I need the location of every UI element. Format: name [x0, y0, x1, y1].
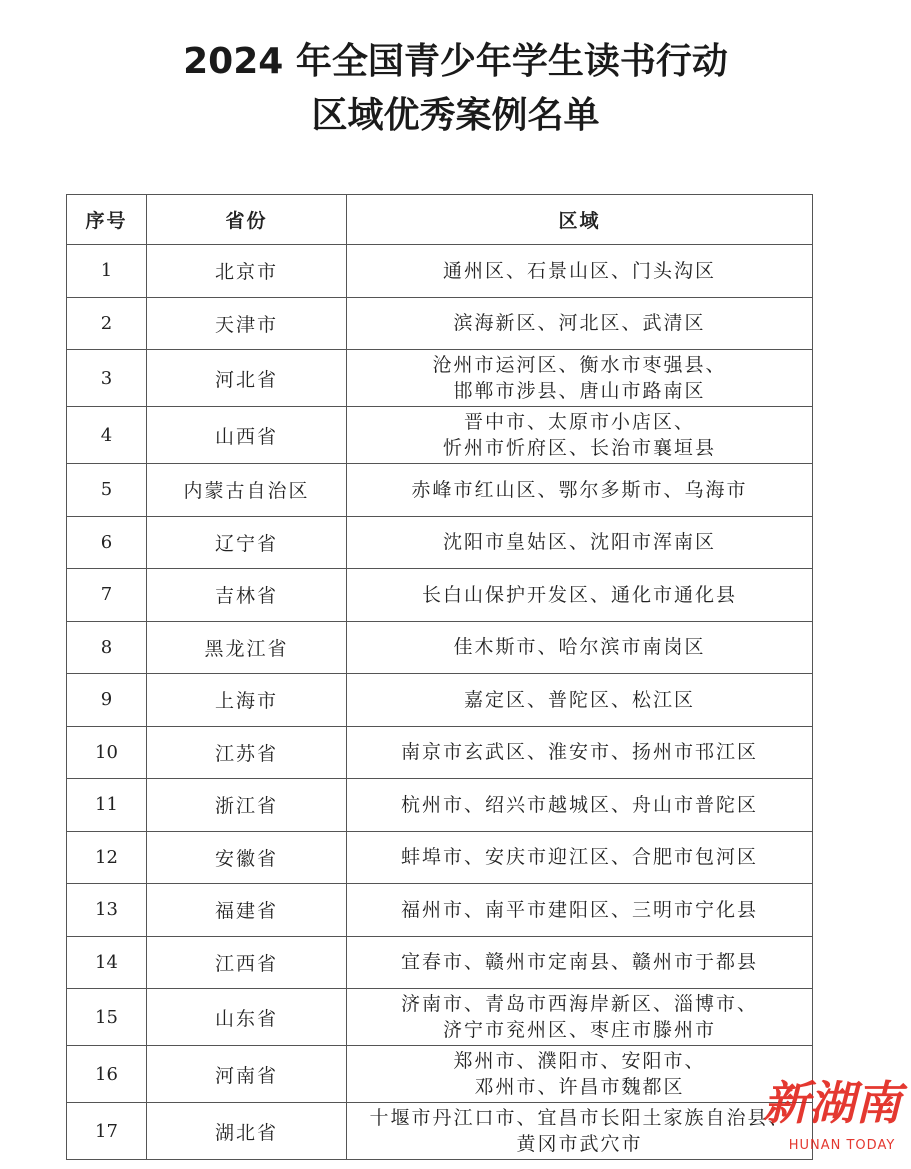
row-regions	[347, 245, 813, 298]
row-number: 11	[67, 779, 147, 832]
region-line: 赤峰市红山区、鄂尔多斯市、乌海市	[411, 478, 748, 501]
row-number: 7	[67, 569, 147, 622]
row-province: 天津市	[147, 297, 347, 350]
row-number: 6	[67, 516, 147, 569]
row-number: 9	[67, 674, 147, 727]
header-province: 省份	[147, 195, 347, 245]
page-title-line1: 2024 年全国青少年学生读书行动	[183, 41, 728, 82]
region-line: 黄冈市武穴市	[516, 1133, 643, 1155]
region-line: 沧州市运河区、衡水市枣强县、	[432, 354, 727, 376]
region-line: 济宁市兖州区、枣庄市滕州市	[442, 1019, 716, 1041]
row-regions	[347, 674, 813, 727]
page-title-line2: 区域优秀案例名单	[311, 95, 600, 136]
table-row	[67, 1046, 813, 1103]
row-province: 安徽省	[147, 831, 347, 884]
row-regions	[347, 936, 813, 989]
table-row	[67, 726, 813, 779]
region-line: 晋中市、太原市小店区、	[463, 411, 695, 433]
row-regions	[347, 464, 813, 517]
row-province: 浙江省	[147, 779, 347, 832]
table-row	[67, 569, 813, 622]
region-line: 宜春市、赣州市定南县、赣州市于都县	[400, 951, 758, 974]
row-province: 上海市	[147, 674, 347, 727]
row-province: 北京市	[147, 245, 347, 298]
table-row	[67, 779, 813, 832]
row-province: 湖北省	[147, 1103, 347, 1160]
region-line: 济南市、青岛市西海岸新区、淄博市、	[400, 993, 758, 1015]
row-regions	[347, 989, 813, 1046]
row-province: 河北省	[147, 350, 347, 407]
watermark-logo	[757, 1070, 907, 1165]
row-regions	[347, 516, 813, 569]
region-line: 通州区、石景山区、门头沟区	[442, 259, 716, 282]
table-row	[67, 621, 813, 674]
row-province: 山西省	[147, 407, 347, 464]
row-number: 17	[67, 1103, 147, 1160]
row-province: 江苏省	[147, 726, 347, 779]
region-line: 沈阳市皇姑区、沈阳市浑南区	[442, 531, 716, 554]
row-number: 16	[67, 1046, 147, 1103]
region-line: 佳木斯市、哈尔滨市南岗区	[453, 636, 706, 659]
table-row	[67, 464, 813, 517]
table-row	[67, 407, 813, 464]
table-row	[67, 674, 813, 727]
row-number: 5	[67, 464, 147, 517]
table-row	[67, 936, 813, 989]
row-province: 内蒙古自治区	[147, 464, 347, 517]
row-regions	[347, 1103, 813, 1160]
row-regions	[347, 884, 813, 937]
award-list-table	[66, 194, 813, 1160]
row-number: 1	[67, 245, 147, 298]
row-number: 10	[67, 726, 147, 779]
row-regions	[347, 407, 813, 464]
row-province: 辽宁省	[147, 516, 347, 569]
row-province: 黑龙江省	[147, 621, 347, 674]
row-number: 8	[67, 621, 147, 674]
table-row	[67, 1103, 813, 1160]
row-regions	[347, 621, 813, 674]
region-line: 嘉定区、普陀区、松江区	[463, 688, 695, 711]
table-row	[67, 884, 813, 937]
row-regions	[347, 831, 813, 884]
row-number: 3	[67, 350, 147, 407]
region-line: 邯郸市涉县、唐山市路南区	[453, 380, 706, 402]
row-province: 吉林省	[147, 569, 347, 622]
table-row	[67, 350, 813, 407]
table-row	[67, 245, 813, 298]
table-row	[67, 989, 813, 1046]
watermark-subtitle: HUNAN TODAY	[788, 1138, 896, 1153]
row-regions	[347, 297, 813, 350]
region-line: 滨海新区、河北区、武清区	[453, 312, 706, 335]
table-row	[67, 297, 813, 350]
row-number: 15	[67, 989, 147, 1046]
row-province: 山东省	[147, 989, 347, 1046]
row-regions	[347, 350, 813, 407]
row-regions	[347, 1046, 813, 1103]
row-number: 13	[67, 884, 147, 937]
row-province: 江西省	[147, 936, 347, 989]
region-line: 郑州市、濮阳市、安阳市、	[453, 1050, 706, 1072]
region-line: 十堰市丹江口市、宜昌市长阳土家族自治县、	[369, 1107, 790, 1129]
region-line: 邓州市、许昌市魏都区	[474, 1076, 685, 1098]
region-line: 蚌埠市、安庆市迎江区、合肥市包河区	[400, 846, 758, 869]
row-province: 福建省	[147, 884, 347, 937]
row-regions	[347, 569, 813, 622]
row-number: 14	[67, 936, 147, 989]
region-line: 忻州市忻府区、长治市襄垣县	[442, 437, 716, 459]
region-line: 福州市、南平市建阳区、三明市宁化县	[400, 898, 758, 921]
region-line: 长白山保护开发区、通化市通化县	[421, 583, 737, 606]
row-regions	[347, 726, 813, 779]
table-row	[67, 516, 813, 569]
table-header-row	[67, 195, 813, 245]
row-number: 2	[67, 297, 147, 350]
region-line: 杭州市、绍兴市越城区、舟山市普陀区	[400, 793, 758, 816]
row-number: 4	[67, 407, 147, 464]
row-province: 河南省	[147, 1046, 347, 1103]
header-number: 序号	[67, 195, 147, 245]
watermark-logo-text: 新湖南	[763, 1076, 901, 1130]
row-regions	[347, 779, 813, 832]
header-region: 区域	[347, 195, 813, 245]
region-line: 南京市玄武区、淮安市、扬州市邗江区	[400, 741, 758, 764]
row-number: 12	[67, 831, 147, 884]
table-row	[67, 831, 813, 884]
